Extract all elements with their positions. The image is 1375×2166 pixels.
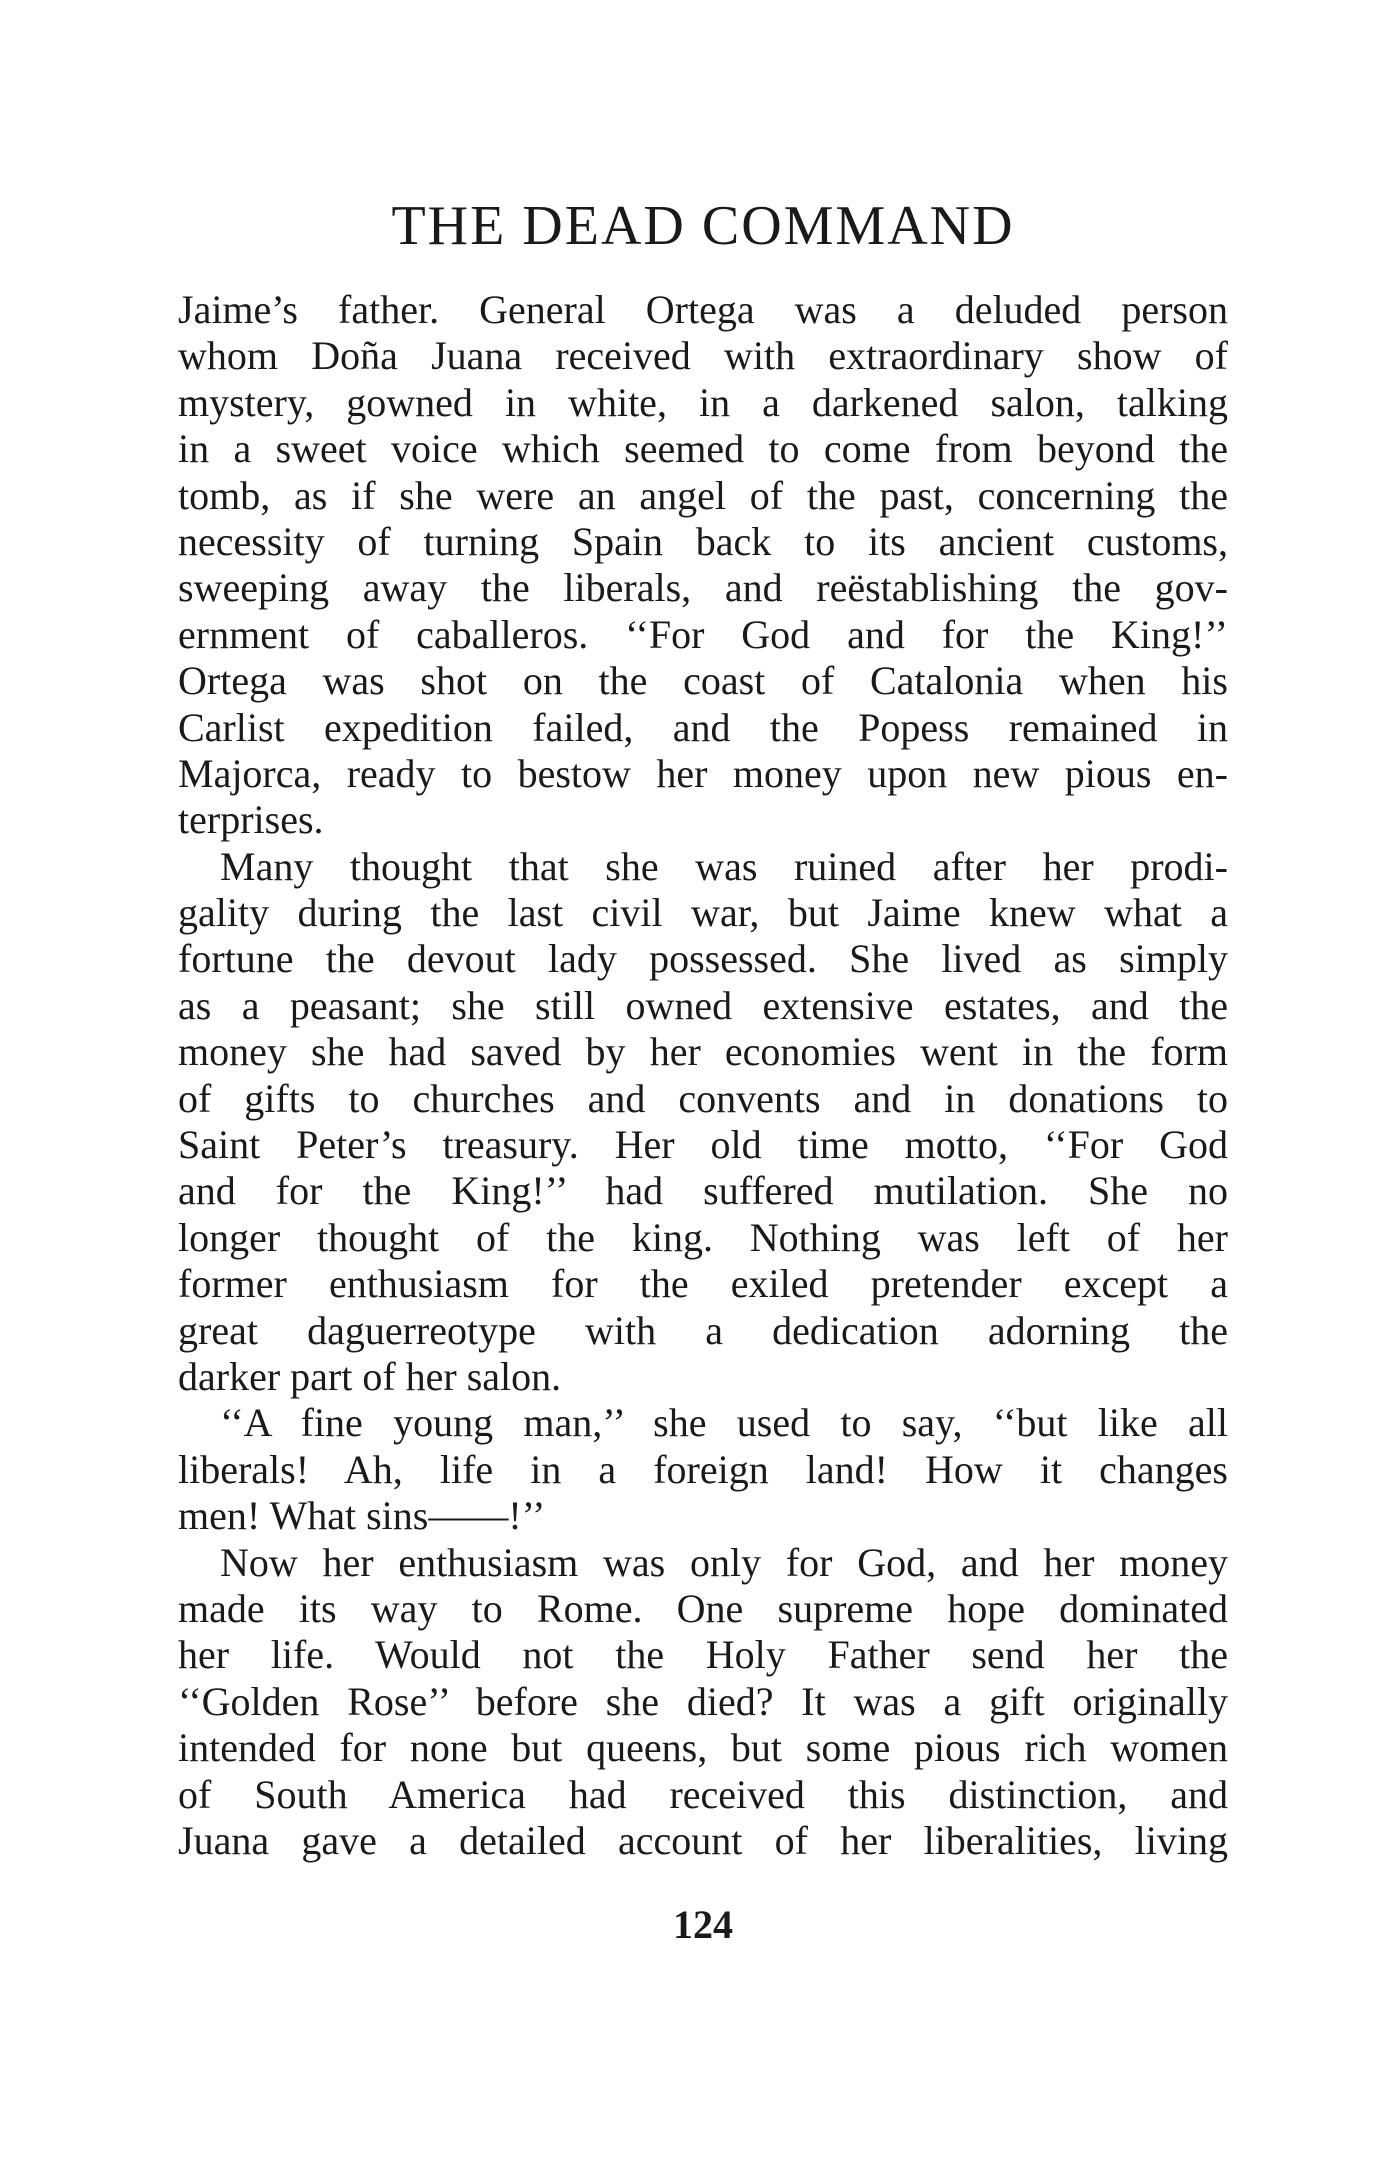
- text-line: Carlist expedition failed, and the Popess remained in: [178, 704, 1228, 750]
- text-line: former enthusiasm for the exiled pretender except a: [178, 1261, 1228, 1307]
- text-line: darker part of her salon.: [178, 1353, 562, 1399]
- text-line: longer thought of the king. Nothing was left of her: [178, 1214, 1228, 1260]
- text-line: Ortega was shot on the coast of Catalonia when his: [178, 658, 1228, 704]
- text-line: Juana gave a detailed account of her liberalities, living: [178, 1817, 1228, 1863]
- text-line: terprises.: [178, 797, 324, 843]
- text-line: great daguerreotype with a dedication adorning the: [178, 1307, 1228, 1353]
- text-line: money she had saved by her economies went in the form: [178, 1029, 1228, 1075]
- text-line: men! What sins——!’’: [178, 1493, 546, 1539]
- text-line: in a sweet voice which seemed to come from beyond the: [178, 426, 1228, 472]
- text-line: gality during the last civil war, but Jaime knew what a: [178, 890, 1228, 936]
- text-line: Jaime’s father. General Ortega was a deluded person: [178, 287, 1228, 332]
- text-line: ‘‘Golden Rose’’ before she died? It was a gift originally: [178, 1678, 1228, 1724]
- text-line: Saint Peter’s treasury. Her old time motto, ‘‘For God: [178, 1122, 1228, 1168]
- body-text: [178, 287, 1228, 1864]
- text-line: and for the King!’’ had suffered mutilation. She no: [178, 1168, 1228, 1214]
- running-title: THE DEAD COMMAND: [391, 195, 1015, 257]
- text-line: intended for none but queens, but some pious rich women: [178, 1725, 1228, 1771]
- text-line: liberals! Ah, life in a foreign land! How it changes: [178, 1446, 1228, 1492]
- text-line: Now her enthusiasm was only for God, and her money: [220, 1539, 1228, 1585]
- text-line: made its way to Rome. One supreme hope dominated: [178, 1585, 1228, 1631]
- text-line: Many thought that she was ruined after her prodi-: [220, 843, 1228, 889]
- page-number: 124: [673, 1902, 733, 1947]
- text-line: ‘‘A fine young man,’’ she used to say, ‘‘but like all: [220, 1400, 1228, 1446]
- text-line: as a peasant; she still owned extensive estates, and the: [178, 982, 1228, 1028]
- text-line: sweeping away the liberals, and reëstablishing the gov-: [178, 565, 1228, 611]
- text-line: Majorca, ready to bestow her money upon new pious en-: [178, 750, 1228, 796]
- text-line: fortune the devout lady possessed. She lived as simply: [178, 936, 1228, 982]
- text-line: whom Doña Juana received with extraordinary show of: [178, 333, 1228, 379]
- text-line: tomb, as if she were an angel of the past, concerning the: [178, 472, 1228, 518]
- text-line: of gifts to churches and convents and in donations to: [178, 1075, 1228, 1121]
- text-line: ernment of caballeros. ‘‘For God and for the King!’’: [178, 611, 1228, 657]
- text-line: her life. Would not the Holy Father send her the: [178, 1632, 1228, 1678]
- text-line: necessity of turning Spain back to its ancient customs,: [178, 518, 1228, 564]
- text-line: of South America had received this distinction, and: [178, 1771, 1228, 1817]
- text-line: mystery, gowned in white, in a darkened salon, talking: [178, 379, 1228, 425]
